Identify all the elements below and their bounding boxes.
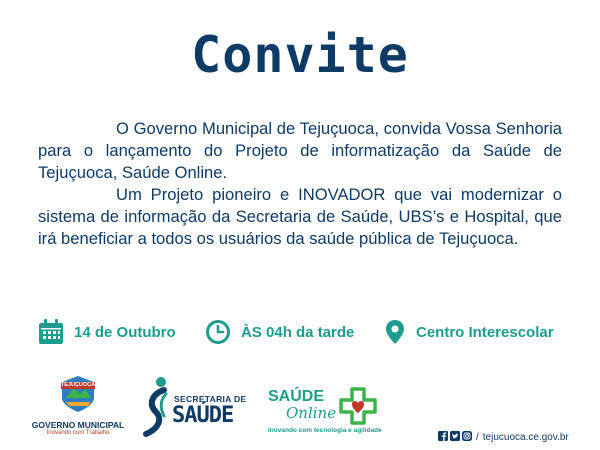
paragraph-intro: O Governo Municipal de Tejuçuoca, convida Vossa Senhoria para o lançamento do Projeto de informatização da Saúde de Tejuçuoca, Saúde Online. xyxy=(38,119,562,182)
gov-tagline: Inovando com Trabalho xyxy=(46,430,110,436)
gov-badge-text: TEJUÇUOCA xyxy=(60,382,96,388)
governo-municipal-logo xyxy=(28,372,128,440)
event-date-label: 14 de Outubro xyxy=(74,323,176,341)
person-figure-icon xyxy=(142,376,172,438)
secretaria-big-text: SAÚDE xyxy=(172,403,234,428)
health-cross-icon xyxy=(338,386,378,426)
facebook-icon[interactable] xyxy=(438,428,448,446)
social-links xyxy=(438,428,569,446)
saude-tagline: Inovando com tecnologia e agilidade xyxy=(268,427,382,434)
instagram-icon[interactable] xyxy=(462,428,472,446)
saude-online-logo xyxy=(268,372,380,440)
event-place xyxy=(384,318,554,346)
gov-name: GOVERNO MUNICIPAL xyxy=(31,420,125,430)
paragraph-project: Um Projeto pioneiro e INOVADOR que vai modernizar o sistema de informação da Secretaria de Saúde, UBS’s e Hospital, que irá beneficiar a todos os usuários da saúde pública de Tejuçuoca. xyxy=(38,185,562,248)
calendar-icon xyxy=(38,319,64,345)
secretaria-top-text: SECRETARIA DE xyxy=(174,394,247,404)
event-place-label: Centro Interescolar xyxy=(416,323,554,341)
invitation-body xyxy=(38,118,562,250)
event-time xyxy=(205,318,354,346)
event-date xyxy=(38,318,176,346)
social-separator: / xyxy=(476,431,479,443)
event-time-label: ÀS 04h da tarde xyxy=(241,323,355,341)
clock-icon xyxy=(205,319,231,345)
twitter-icon[interactable] xyxy=(450,428,460,446)
location-pin-icon xyxy=(384,319,406,345)
tejucuoca-crest-icon xyxy=(58,374,98,414)
saude-online-text: Online xyxy=(286,404,337,422)
invitation-title: Convite xyxy=(191,26,409,84)
website-link[interactable]: tejucuoca.ce.gov.br xyxy=(482,431,569,443)
saude-title: SAÚDE xyxy=(268,388,325,405)
secretaria-saude-logo xyxy=(142,372,252,440)
